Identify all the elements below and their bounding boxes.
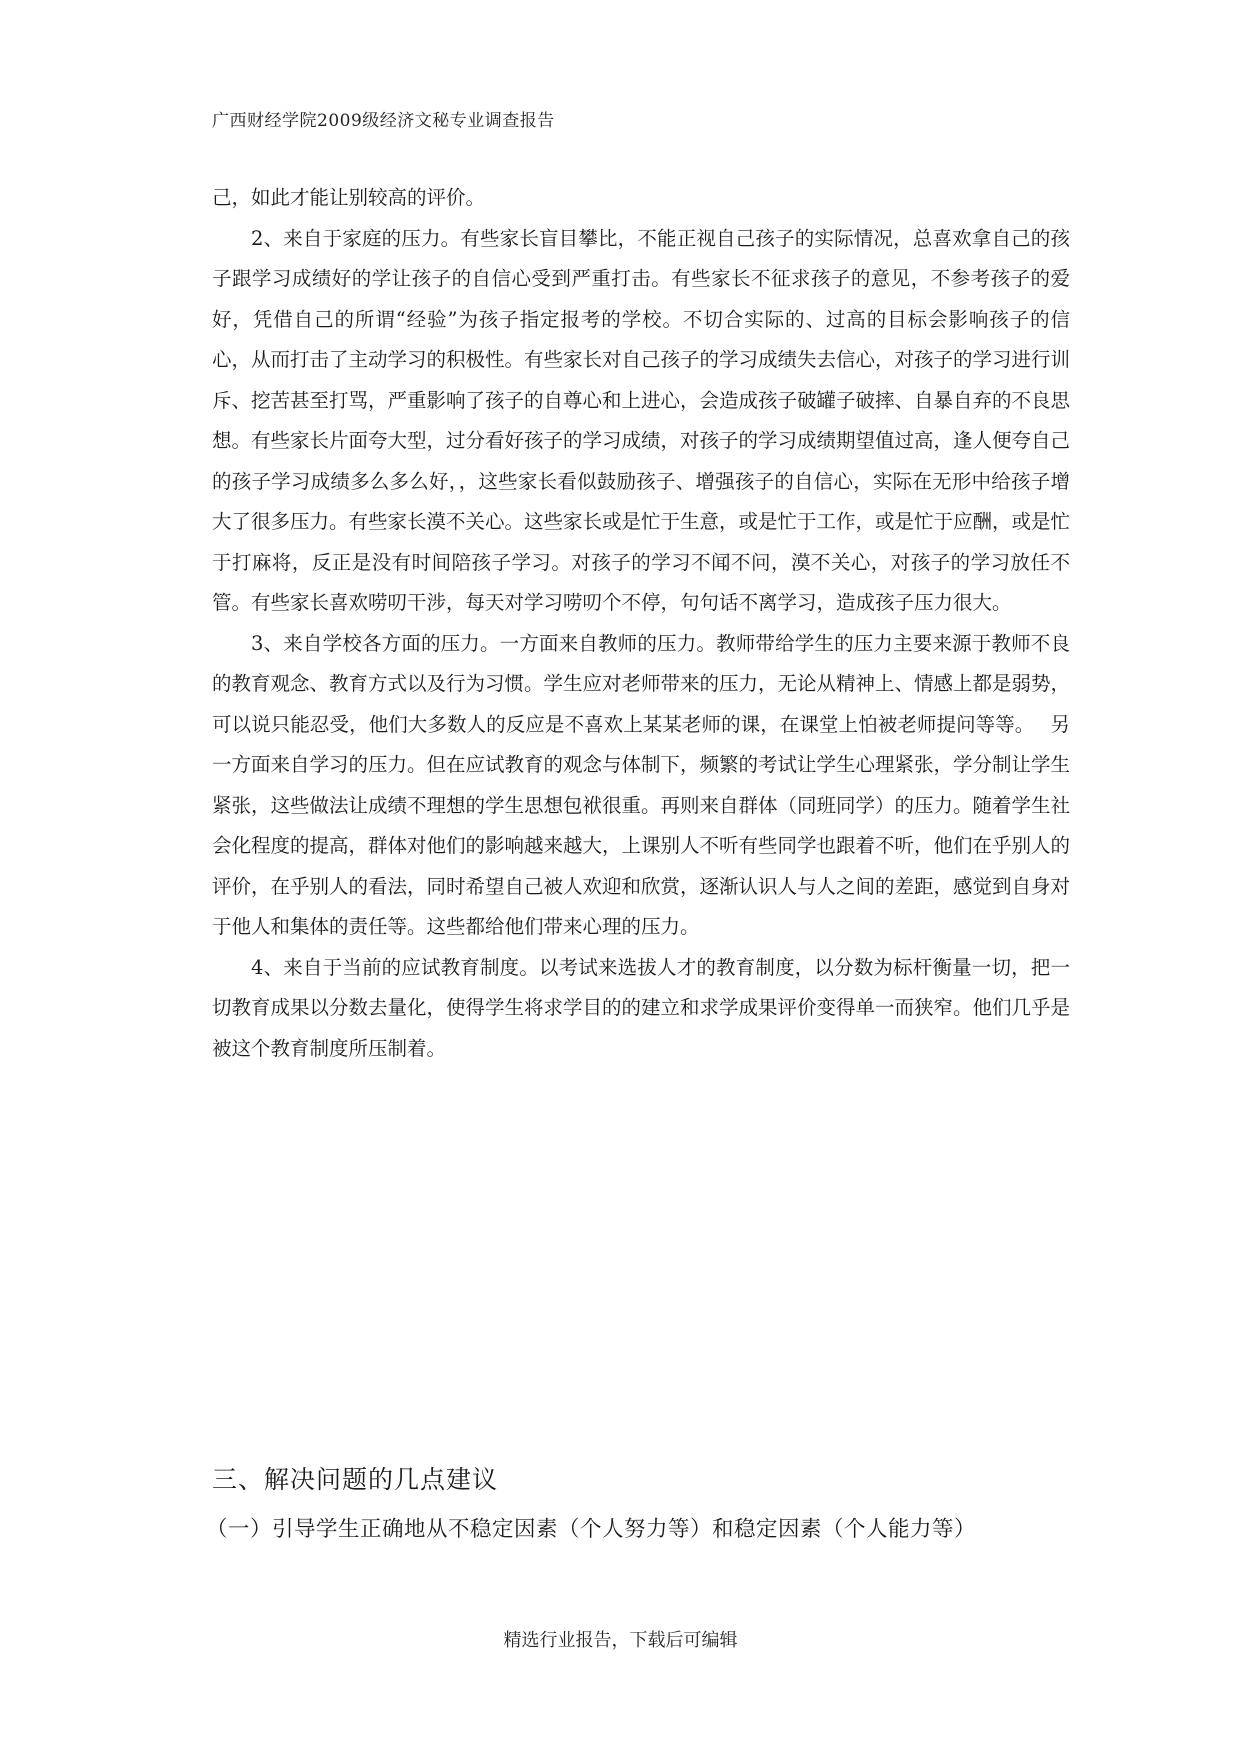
page-footer: 精选行业报告，下载后可编辑 [503, 1630, 738, 1651]
paragraph-exam-system-pressure: 4、来自于当前的应试教育制度。以考试来选拔人才的教育制度，以分数为标杆衡量一切，把一切教育成果以分数去量化，使得学生将求学目的的建立和求学成果评价变得单一而狭窄。他们几乎是被这个教育制度所压制着。 [212, 955, 1071, 1060]
section-subheading: （一）引导学生正确地从不稳定因素（个人努力等）和稳定因素（个人能力等） [206, 1517, 977, 1542]
section-heading: 三、解决问题的几点建议 [212, 1465, 499, 1494]
paragraph-family-pressure: 2、来自于家庭的压力。有些家长盲目攀比，不能正视自己孩子的实际情况，总喜欢拿自己的孩子跟学习成绩好的学让孩子的自信心受到严重打击。有些家长不征求孩子的意见，不参考孩子的爱好，凭借自己的所谓“经验”为孩子指定报考的学校。不切合实际的、过高的目标会影响孩子的信心，从而打击了主动学习的积极性。有些家长对自己孩子的学习成绩失去信心，对孩子的学习进行训斥、挖苦甚至打骂，严重影响了孩子的自尊心和上进心，会造成孩子破罐子破摔、自暴自弃的不良思想。有些家长片面夸大型，过分看好孩子的学习成绩，对孩子的学习成绩期望值过高，逢人便夸自己的孩子学习成绩多么多么好，，这些家长看似鼓励孩子、增强孩子的自信心，实际在无形中给孩子增大了很多压力。有些家长漠不关心。这些家长或是忙于生意，或是忙于工作，或是忙于应酬，或是忙于打麻将，反正是没有时间陪孩子学习。对孩子的学习不闻不问，漠不关心，对孩子的学习放任不管。有些家长喜欢唠叨干涉，每天对学习唠叨个不停，句句话不离学习，造成孩子压力很大。 [212, 226, 1071, 614]
document-body [212, 178, 1070, 1069]
running-header: 广西财经学院2009级经济文秘专业调查报告 [212, 111, 555, 131]
paragraph-school-pressure: 3、来自学校各方面的压力。一方面来自教师的压力。教师带给学生的压力主要来源于教师不良的教育观念、教育方式以及行为习惯。学生应对老师带来的压力，无论从精神上、情感上都是弱势，可以说只能忍受，他们大多数人的反应是不喜欢上某某老师的课，在课堂上怕被老师提问等等。 另一方面来自学习的压力。但在应试教育的观念与体制下，频繁的考试让学生心理紧张，学分制让学生紧张，这些做法让成绩不理想的学生思想包袱很重。再则来自群体（同班同学）的压力。随着学生社会化程度的提高，群体对他们的影响越来越大，上课别人不听有些同学也跟着不听，他们在乎别人的评价，在乎别人的看法，同时希望自己被人欢迎和欣赏，逐渐认识人与人之间的差距，感觉到自身对于他人和集体的责任等。这些都给他们带来心理的压力。 [212, 631, 1071, 938]
paragraph-continuation: 己，如此才能让别较高的评价。 [212, 186, 486, 209]
